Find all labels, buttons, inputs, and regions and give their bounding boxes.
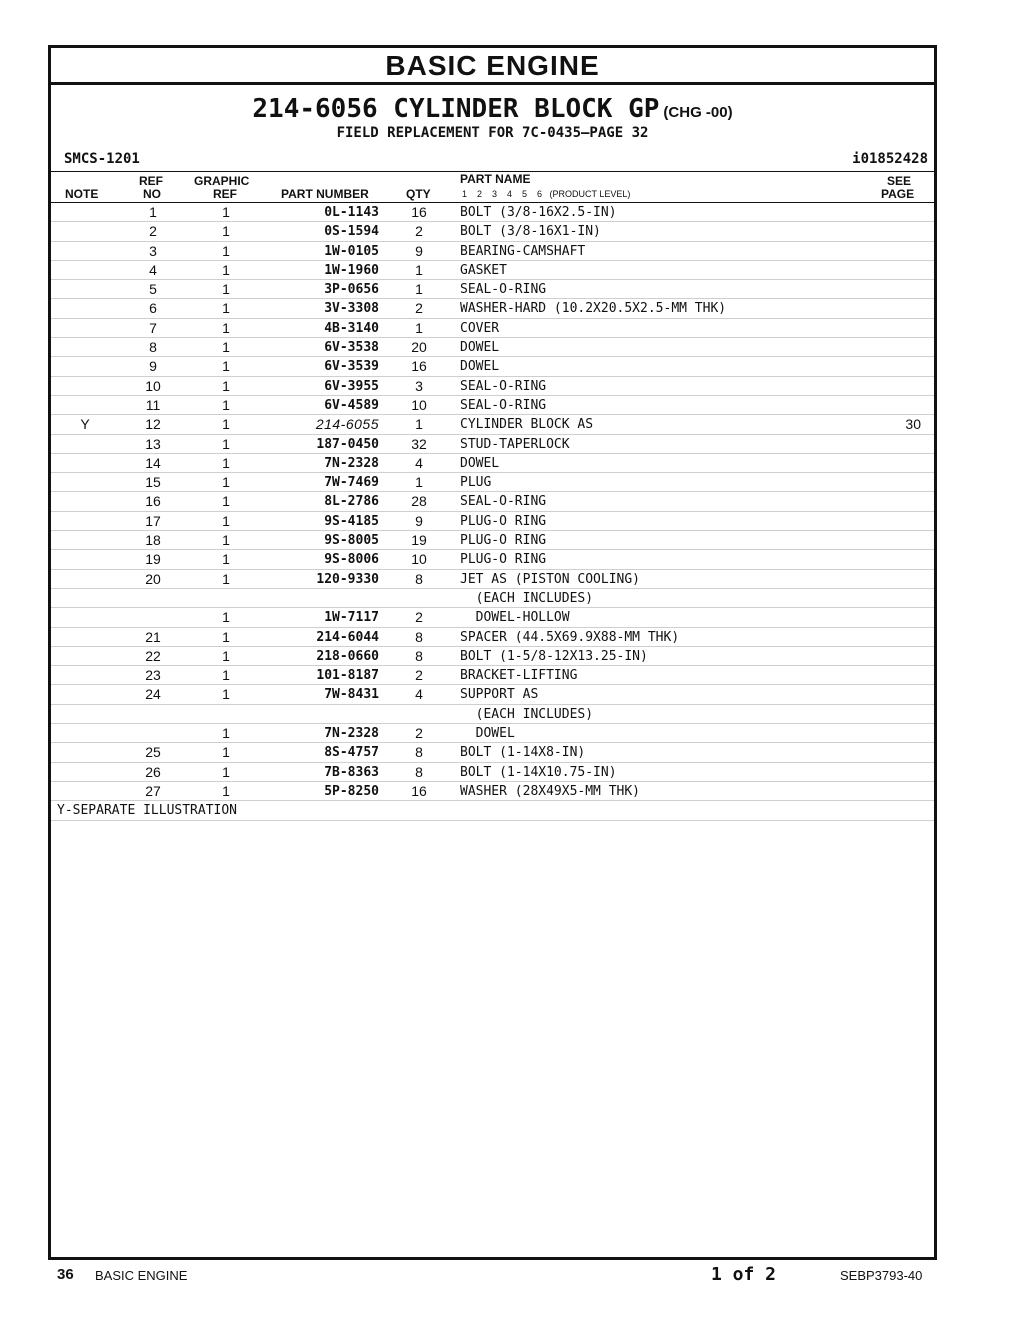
graphic-ref-cell: 1 <box>222 686 230 703</box>
change-level: (CHG -00) <box>663 104 733 121</box>
part-number-cell: 101-8187 <box>316 668 379 684</box>
part-name-cell: SEAL-O-RING <box>460 282 547 298</box>
qty-cell: 16 <box>411 204 427 220</box>
part-name-cell: PLUG-O RING <box>460 533 547 549</box>
footnote <box>51 801 934 820</box>
part-number-cell: 0S-1594 <box>324 224 379 240</box>
table-row <box>51 647 934 666</box>
ref-no-cell: 2 <box>149 223 157 240</box>
qty-cell: 4 <box>415 454 423 471</box>
table-row <box>51 357 934 376</box>
table-row <box>51 203 934 222</box>
part-name-cell: BOLT (1-14X8-IN) <box>460 745 586 761</box>
ref-no-cell: 13 <box>145 435 161 452</box>
part-name-cell: SEAL-O-RING <box>460 494 547 510</box>
qty-cell: 2 <box>415 725 423 742</box>
part-name-cell: DOWEL <box>460 726 515 742</box>
part-name-cell: BRACKET-LIFTING <box>460 668 578 684</box>
table-row <box>51 242 934 261</box>
part-name-cell: DOWEL <box>460 340 500 356</box>
qty-cell: 2 <box>415 300 423 317</box>
part-name-cell: DOWEL-HOLLOW <box>460 610 570 626</box>
part-name-cell: (EACH INCLUDES) <box>460 590 594 606</box>
ref-no-cell: 22 <box>145 647 161 664</box>
ref-no-cell: 27 <box>145 782 161 799</box>
part-number-cell: 5P-8250 <box>324 783 379 799</box>
part-number-cell: 7N-2328 <box>324 726 379 742</box>
header-note: NOTE <box>65 187 99 201</box>
ref-no-cell: 11 <box>145 396 161 413</box>
qty-cell: 20 <box>411 339 427 356</box>
header-product-level: 1 2 3 4 5 6 (PRODUCT LEVEL) <box>462 189 631 199</box>
ref-no-cell: 20 <box>145 570 161 587</box>
table-row <box>51 319 934 338</box>
qty-cell: 1 <box>415 474 423 491</box>
qty-cell: 1 <box>415 416 423 433</box>
part-number-cell: 7N-2328 <box>324 455 379 471</box>
part-number-cell: 1W-7117 <box>324 610 379 626</box>
graphic-ref-cell: 1 <box>222 570 230 587</box>
part-number-cell: 9S-4185 <box>324 513 379 529</box>
page-frame <box>48 45 937 1260</box>
table-row <box>51 377 934 396</box>
footer-page-of: 1 of 2 <box>711 1264 777 1285</box>
table-row <box>51 512 934 531</box>
graphic-ref-cell: 1 <box>222 782 230 799</box>
part-number-cell: 214-6055 <box>315 416 379 433</box>
part-number-cell: 120-9330 <box>316 571 379 587</box>
part-number-cell: 8S-4757 <box>324 745 379 761</box>
qty-cell: 2 <box>415 223 423 240</box>
header-part-number: PART NUMBER <box>281 187 369 201</box>
qty-cell: 16 <box>411 358 427 375</box>
part-number-cell: 187-0450 <box>316 436 379 452</box>
graphic-ref-cell: 1 <box>222 763 230 780</box>
graphic-ref-cell: 1 <box>222 319 230 336</box>
ref-no-cell: 18 <box>145 532 161 549</box>
header-ref-bottom: NO <box>143 187 161 201</box>
qty-cell: 2 <box>415 667 423 684</box>
table-row <box>51 685 934 704</box>
part-name-cell: CYLINDER BLOCK AS <box>460 417 594 433</box>
table-row <box>51 338 934 357</box>
table-row <box>51 743 934 762</box>
parts-table-body <box>51 203 934 801</box>
part-name-cell: JET AS (PISTON COOLING) <box>460 571 641 587</box>
part-number-cell: 214-6044 <box>316 629 379 645</box>
qty-cell: 8 <box>415 763 423 780</box>
table-row <box>51 415 934 434</box>
ref-no-cell: 21 <box>145 628 161 645</box>
ref-no-cell: 24 <box>145 686 161 703</box>
part-name-cell: WASHER (28X49X5-MM THK) <box>460 783 641 799</box>
part-name-cell: DOWEL <box>460 359 500 375</box>
table-header <box>51 171 934 203</box>
graphic-ref-cell: 1 <box>222 435 230 452</box>
graphic-ref-cell: 1 <box>222 493 230 510</box>
graphic-ref-cell: 1 <box>222 204 230 220</box>
qty-cell: 10 <box>411 396 427 413</box>
graphic-ref-cell: 1 <box>222 725 230 742</box>
group-title: 214-6056 CYLINDER BLOCK GP <box>252 94 660 124</box>
graphic-ref-cell: 1 <box>222 396 230 413</box>
part-name-cell: SEAL-O-RING <box>460 378 547 394</box>
ref-no-cell: 19 <box>145 551 161 568</box>
part-number-cell: 7W-7469 <box>324 475 379 491</box>
ref-no-cell: 14 <box>145 454 161 471</box>
section-title: BASIC ENGINE <box>51 48 934 85</box>
qty-cell: 1 <box>415 281 423 298</box>
graphic-ref-cell: 1 <box>222 647 230 664</box>
smcs-code: SMCS-1201 <box>64 151 140 167</box>
qty-cell: 9 <box>415 242 423 259</box>
ref-no-cell: 16 <box>145 493 161 510</box>
graphic-ref-cell: 1 <box>222 377 230 394</box>
part-number-cell: 9S-8006 <box>324 552 379 568</box>
footnote-text: Y-SEPARATE ILLUSTRATION <box>57 803 238 819</box>
part-name-cell: BEARING-CAMSHAFT <box>460 243 586 259</box>
part-name-cell: BOLT (1-5/8-12X13.25-IN) <box>460 648 648 664</box>
part-name-cell: (EACH INCLUDES) <box>460 706 594 722</box>
qty-cell: 9 <box>415 512 423 529</box>
header-qty: QTY <box>406 187 431 201</box>
header-part-name: PART NAME <box>460 172 531 186</box>
ref-no-cell: 3 <box>149 242 157 259</box>
graphic-ref-cell: 1 <box>222 416 230 433</box>
part-number-cell: 7B-8363 <box>324 764 379 780</box>
table-row <box>51 763 934 782</box>
part-number-cell: 1W-0105 <box>324 243 379 259</box>
graphic-ref-cell: 1 <box>222 339 230 356</box>
ref-no-cell: 25 <box>145 744 161 761</box>
part-name-cell: DOWEL <box>460 455 500 471</box>
table-row <box>51 280 934 299</box>
ref-no-cell: 7 <box>149 319 157 336</box>
group-subtitle: FIELD REPLACEMENT FOR 7C-0435—PAGE 32 <box>336 125 649 141</box>
part-name-cell: STUD-TAPERLOCK <box>460 436 570 452</box>
graphic-ref-cell: 1 <box>222 532 230 549</box>
graphic-ref-cell: 1 <box>222 744 230 761</box>
table-row <box>51 261 934 280</box>
part-name-cell: BOLT (3/8-16X1-IN) <box>460 224 601 240</box>
part-number-cell: 0L-1143 <box>324 205 379 220</box>
qty-cell: 1 <box>415 261 423 278</box>
graphic-ref-cell: 1 <box>222 242 230 259</box>
part-name-cell: SEAL-O-RING <box>460 397 547 413</box>
ref-no-cell: 26 <box>145 763 161 780</box>
part-number-cell: 8L-2786 <box>324 494 379 510</box>
ref-no-cell: 9 <box>149 358 157 375</box>
ref-no-cell: 1 <box>149 204 157 220</box>
graphic-ref-cell: 1 <box>222 512 230 529</box>
table-row <box>51 454 934 473</box>
table-row <box>51 222 934 241</box>
part-name-cell: WASHER-HARD (10.2X20.5X2.5-MM THK) <box>460 301 727 317</box>
part-name-cell: PLUG-O RING <box>460 552 547 568</box>
table-row <box>51 628 934 647</box>
note-cell: Y <box>80 416 90 433</box>
table-row <box>51 396 934 415</box>
graphic-ref-cell: 1 <box>222 628 230 645</box>
group-title-line <box>51 94 934 124</box>
part-name-cell: SUPPORT AS <box>460 687 539 703</box>
part-name-cell: COVER <box>460 320 500 336</box>
part-name-cell: PLUG-O RING <box>460 513 547 529</box>
ref-no-cell: 10 <box>145 377 161 394</box>
table-row <box>51 492 934 511</box>
graphic-ref-cell: 1 <box>222 281 230 298</box>
smcs-row <box>51 147 934 171</box>
footer-section: BASIC ENGINE <box>95 1268 188 1283</box>
part-name-cell: PLUG <box>460 475 492 491</box>
table-row <box>51 299 934 318</box>
graphic-ref-cell: 1 <box>222 551 230 568</box>
illustration-id: i01852428 <box>852 151 928 167</box>
part-number-cell: 3V-3308 <box>324 301 379 317</box>
part-name-cell: BOLT (3/8-16X2.5-IN) <box>460 205 617 220</box>
table-row <box>51 531 934 550</box>
table-row <box>51 435 934 454</box>
table-row <box>51 782 934 801</box>
part-number-cell: 6V-3538 <box>324 340 379 356</box>
ref-no-cell: 23 <box>145 667 161 684</box>
table-row <box>51 589 934 608</box>
ref-no-cell: 6 <box>149 300 157 317</box>
graphic-ref-cell: 1 <box>222 261 230 278</box>
header-graphic-bottom: REF <box>213 187 237 201</box>
graphic-ref-cell: 1 <box>222 667 230 684</box>
graphic-ref-cell: 1 <box>222 223 230 240</box>
graphic-ref-cell: 1 <box>222 358 230 375</box>
qty-cell: 8 <box>415 570 423 587</box>
header-see-top: SEE <box>887 174 912 188</box>
part-number-cell: 3P-0656 <box>324 282 379 298</box>
qty-cell: 8 <box>415 647 423 664</box>
header-ref-top: REF <box>139 174 163 188</box>
qty-cell: 4 <box>415 686 423 703</box>
part-number-cell: 218-0660 <box>316 648 379 664</box>
part-number-cell: 6V-3955 <box>324 378 379 394</box>
qty-cell: 1 <box>415 319 423 336</box>
table-row <box>51 666 934 685</box>
ref-no-cell: 12 <box>145 416 161 433</box>
header-see-bottom: PAGE <box>881 187 915 201</box>
part-name-cell: BOLT (1-14X10.75-IN) <box>460 764 617 780</box>
qty-cell: 28 <box>411 493 427 510</box>
graphic-ref-cell: 1 <box>222 454 230 471</box>
header-graphic-top: GRAPHIC <box>194 174 250 188</box>
ref-no-cell: 17 <box>145 512 161 529</box>
table-row <box>51 550 934 569</box>
table-row <box>51 608 934 627</box>
table-row <box>51 705 934 724</box>
see-page-cell: 30 <box>905 416 921 433</box>
graphic-ref-cell: 1 <box>222 300 230 317</box>
qty-cell: 8 <box>415 744 423 761</box>
table-row <box>51 473 934 492</box>
part-number-cell: 9S-8005 <box>324 533 379 549</box>
qty-cell: 2 <box>415 609 423 626</box>
part-number-cell: 6V-3539 <box>324 359 379 375</box>
qty-cell: 16 <box>411 782 427 799</box>
footer-page-number: 36 <box>57 1266 74 1283</box>
part-number-cell: 1W-1960 <box>324 262 379 278</box>
part-number-cell: 6V-4589 <box>324 397 379 413</box>
qty-cell: 10 <box>411 551 427 568</box>
part-number-cell: 7W-8431 <box>324 687 379 703</box>
qty-cell: 3 <box>415 377 423 394</box>
qty-cell: 32 <box>411 435 427 452</box>
part-name-cell: GASKET <box>460 262 507 278</box>
ref-no-cell: 4 <box>149 261 157 278</box>
qty-cell: 8 <box>415 628 423 645</box>
qty-cell: 19 <box>411 532 427 549</box>
part-name-cell: SPACER (44.5X69.9X88-MM THK) <box>460 629 680 645</box>
table-row <box>51 724 934 743</box>
table-row <box>51 570 934 589</box>
graphic-ref-cell: 1 <box>222 609 230 626</box>
part-number-cell: 4B-3140 <box>324 320 379 336</box>
graphic-ref-cell: 1 <box>222 474 230 491</box>
ref-no-cell: 15 <box>145 474 161 491</box>
ref-no-cell: 5 <box>149 281 157 298</box>
ref-no-cell: 8 <box>149 339 157 356</box>
footer-doc-id: SEBP3793-40 <box>840 1268 923 1283</box>
